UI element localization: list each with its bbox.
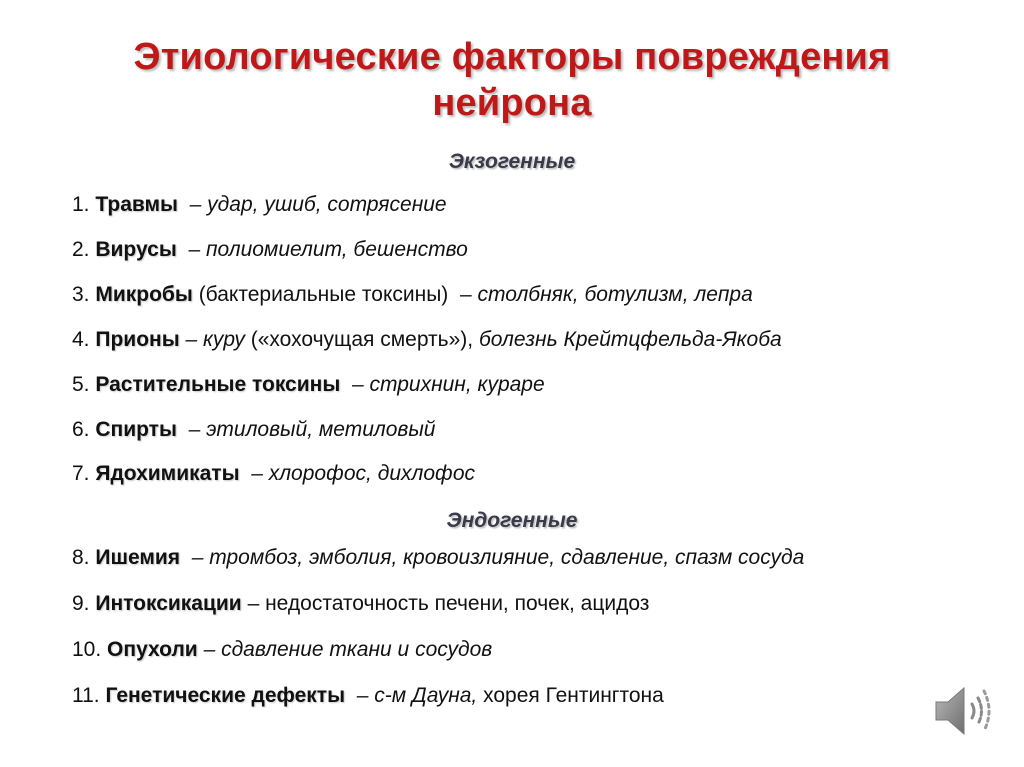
- item-number: 7.: [72, 462, 90, 485]
- item-description: болезнь Крейтцфельда-Якоба: [478, 328, 782, 351]
- list-item: [72, 637, 492, 663]
- list-item: [72, 282, 753, 308]
- item-description: – столбняк, ботулизм, лепра: [459, 283, 753, 306]
- item-description: – сдавление ткани и сосудов: [203, 638, 493, 661]
- item-number: 9.: [72, 592, 90, 615]
- item-number: 1.: [72, 193, 90, 216]
- list-item: [72, 417, 436, 443]
- title-line-1: Этиологические факторы повреждения: [133, 36, 891, 78]
- item-description: – хлорофос, дихлофос: [251, 462, 475, 485]
- section-heading-exogenous: Экзогенные: [448, 150, 576, 173]
- item-description: – этиловый, метиловый: [188, 418, 436, 441]
- list-item: [72, 683, 664, 709]
- list-item: [72, 461, 475, 487]
- item-term: Прионы: [95, 328, 180, 351]
- list-item: [72, 545, 804, 571]
- slide-title: [0, 34, 1024, 126]
- item-description: – недостаточность печени, почек, ацидоз: [247, 592, 650, 615]
- item-note: хорея Гентингтона: [483, 684, 664, 707]
- item-number: 6.: [72, 418, 90, 441]
- item-description: – полиомиелит, бешенство: [188, 238, 468, 261]
- item-term: Генетические дефекты: [105, 684, 346, 707]
- item-description: – стрихнин, кураре: [351, 373, 545, 396]
- item-description: – с-м Дауна,: [356, 684, 478, 707]
- item-number: 4.: [72, 328, 90, 351]
- list-item: [72, 591, 649, 617]
- item-term: Интоксикации: [95, 592, 242, 615]
- speaker-icon-svg: [930, 676, 1002, 746]
- item-term: Ишемия: [95, 546, 181, 569]
- item-note: («хохочущая смерть»),: [250, 328, 474, 351]
- item-term: Вирусы: [95, 238, 177, 261]
- item-term: Травмы: [95, 193, 178, 216]
- item-number: 3.: [72, 283, 90, 306]
- item-description: – удар, ушиб, сотрясение: [189, 193, 447, 216]
- item-note: (бактериальные токсины): [198, 283, 449, 306]
- list-item: [72, 192, 447, 218]
- item-description: – тромбоз, эмболия, кровоизлияние, сдавление, спазм сосуда: [191, 546, 805, 569]
- speaker-icon[interactable]: [930, 676, 1002, 746]
- item-description-prefix: – куру: [185, 328, 245, 351]
- item-number: 11.: [72, 684, 100, 707]
- list-item: [72, 372, 545, 398]
- item-number: 10.: [72, 638, 102, 661]
- item-number: 2.: [72, 238, 90, 261]
- item-term: Спирты: [95, 418, 177, 441]
- section-heading-endogenous: Эндогенные: [446, 509, 578, 532]
- item-number: 5.: [72, 373, 90, 396]
- list-item: [72, 327, 782, 353]
- item-term: Растительные токсины: [95, 373, 341, 396]
- item-term: Микробы: [95, 283, 193, 306]
- title-line-2: нейрона: [432, 82, 592, 124]
- item-term: Опухоли: [107, 638, 198, 661]
- list-item: [72, 237, 468, 263]
- item-number: 8.: [72, 546, 90, 569]
- item-term: Ядохимикаты: [95, 462, 240, 485]
